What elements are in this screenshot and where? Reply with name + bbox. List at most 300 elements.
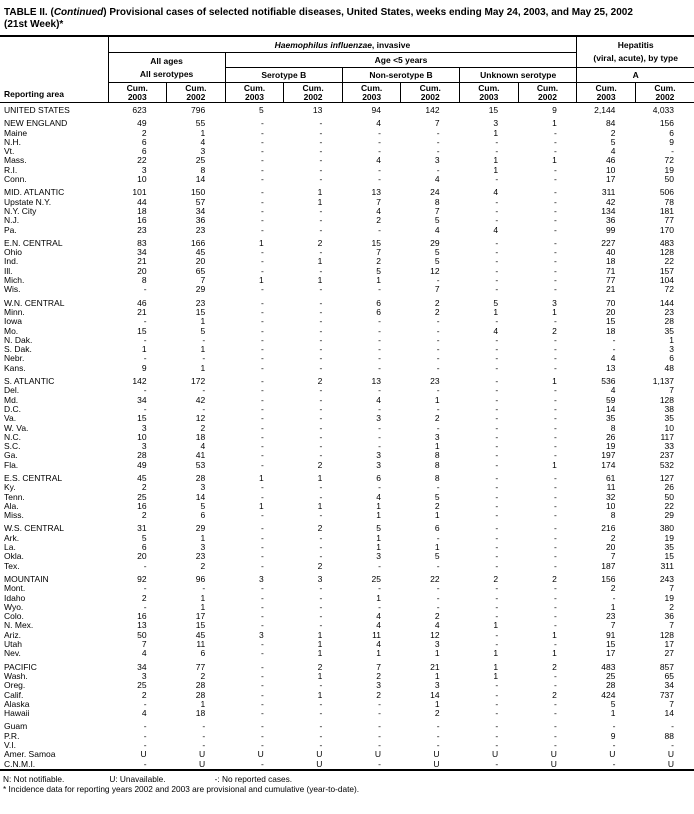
value-cell: 1 — [317, 275, 323, 286]
reporting-area-cell: Wyo. — [4, 601, 24, 612]
value-cell: 197 — [601, 450, 616, 461]
value-cell: - — [436, 353, 440, 364]
value-cell: - — [378, 316, 381, 327]
value-cell: - — [260, 224, 264, 235]
value-cell: - — [260, 205, 264, 216]
value-cell: - — [553, 450, 557, 461]
reporting-area-cell: W. Va. — [4, 422, 29, 433]
reporting-area-header: Reporting area — [0, 36, 108, 103]
value-cell: 40 — [605, 247, 616, 258]
table-row — [0, 631, 694, 640]
value-cell: 8 — [610, 510, 616, 521]
table-row — [0, 345, 694, 354]
value-cell: U — [667, 758, 675, 769]
value-cell: - — [495, 730, 499, 741]
value-cell: - — [378, 344, 381, 355]
value-cell: - — [612, 592, 616, 603]
value-cell: - — [495, 247, 499, 258]
value-cell: 3 — [376, 680, 381, 691]
value-cell: - — [495, 450, 499, 461]
value-cell: - — [553, 592, 557, 603]
value-cell: 3 — [200, 542, 206, 553]
value-cell: 22 — [664, 500, 675, 511]
value-cell: 1 — [376, 592, 381, 603]
value-cell: 84 — [605, 118, 616, 129]
value-cell: 1 — [493, 670, 499, 681]
value-cell: - — [378, 127, 381, 138]
value-cell: - — [553, 353, 557, 364]
table-row — [0, 198, 694, 207]
value-cell: - — [319, 601, 323, 612]
table-row — [0, 760, 694, 770]
value-cell: - — [319, 431, 323, 442]
reporting-area-cell: Md. — [4, 394, 19, 405]
reporting-area-cell: Fla. — [4, 459, 19, 470]
value-cell: - — [319, 583, 323, 594]
value-cell: - — [495, 237, 499, 248]
value-cell: - — [436, 127, 440, 138]
value-cell: 28 — [664, 316, 675, 327]
value-cell: - — [553, 551, 557, 562]
value-cell: - — [319, 551, 323, 562]
reporting-area-cell: Kans. — [4, 362, 26, 373]
value-cell: - — [436, 482, 440, 493]
value-cell: - — [612, 740, 616, 750]
value-cell: 2 — [552, 573, 557, 584]
reporting-area-cell: Wis. — [4, 284, 21, 295]
value-cell: - — [495, 472, 499, 483]
value-cell: - — [553, 708, 557, 719]
value-cell: - — [378, 224, 381, 235]
table-row — [0, 414, 694, 423]
value-cell: 1 — [376, 510, 381, 521]
non-serotype-b-header: Non-serotype B — [342, 68, 459, 83]
value-cell: 128 — [659, 629, 675, 640]
value-cell: 5 — [434, 247, 440, 258]
value-cell: 13 — [605, 362, 616, 373]
cum-2002-header: Cum. 2002 — [284, 83, 343, 103]
value-cell: 424 — [601, 689, 616, 700]
value-cell: - — [319, 532, 323, 543]
value-cell: 128 — [659, 394, 675, 405]
value-cell: 1 — [376, 275, 381, 286]
value-cell: 1 — [259, 275, 264, 286]
value-cell: 23 — [195, 297, 206, 308]
value-cell: 237 — [659, 450, 675, 461]
value-cell: 3 — [552, 297, 557, 308]
value-cell: 483 — [601, 661, 616, 672]
value-cell: 20 — [605, 306, 616, 317]
hepatitis-label: Hepatitis — [617, 40, 654, 50]
value-cell: - — [553, 256, 557, 267]
value-cell: - — [436, 721, 440, 732]
reporting-area-cell: Vt. — [4, 146, 15, 157]
value-cell: - — [553, 385, 557, 396]
value-cell: 42 — [605, 196, 616, 207]
table-row — [0, 722, 694, 731]
table-row — [0, 166, 694, 175]
value-cell: 311 — [601, 187, 616, 198]
value-cell: 1 — [317, 256, 323, 267]
value-cell: 50 — [664, 174, 675, 185]
value-cell: 6 — [141, 136, 147, 147]
value-cell: 17 — [605, 174, 616, 185]
value-cell: - — [436, 532, 440, 543]
value-cell: 3 — [259, 629, 264, 640]
value-cell: 10 — [605, 164, 616, 175]
reporting-area-cell: W.N. CENTRAL — [4, 297, 65, 308]
value-cell: - — [378, 422, 381, 433]
value-cell: 483 — [659, 237, 675, 248]
table-row — [0, 612, 694, 621]
value-cell: - — [495, 560, 499, 571]
value-cell: 50 — [137, 629, 147, 640]
value-cell: 8 — [434, 450, 440, 461]
value-cell: 1 — [317, 500, 323, 511]
table-row — [0, 433, 694, 442]
value-cell: 127 — [659, 472, 675, 483]
value-cell: - — [553, 620, 557, 631]
value-cell: - — [319, 334, 323, 345]
value-cell: 1 — [376, 500, 381, 511]
haemophilus-group-header — [108, 36, 577, 53]
value-cell: - — [319, 353, 323, 364]
reporting-area-cell: Tenn. — [4, 491, 25, 502]
value-cell: 49 — [137, 459, 147, 470]
value-cell: 3 — [434, 639, 440, 650]
table-row — [0, 524, 694, 533]
table-row — [0, 732, 694, 741]
value-cell: 1 — [493, 661, 499, 672]
value-cell: - — [202, 721, 206, 732]
value-cell: - — [495, 629, 499, 640]
haemophilus-invasive-label: , invasive — [371, 39, 411, 50]
value-cell: 19 — [605, 441, 616, 452]
reporting-area-cell: C.N.M.I. — [4, 758, 36, 769]
table-row — [0, 649, 694, 658]
reporting-area-cell: S.C. — [4, 441, 21, 452]
value-cell: - — [202, 583, 206, 594]
value-cell: 16 — [137, 215, 147, 226]
reporting-area-cell: E.S. CENTRAL — [4, 472, 63, 483]
value-cell: - — [319, 542, 323, 553]
table-row — [0, 424, 694, 433]
value-cell: - — [495, 385, 499, 396]
value-cell: - — [553, 127, 557, 138]
reporting-area-cell: Ind. — [4, 256, 19, 267]
value-cell: - — [495, 376, 499, 387]
value-cell: - — [260, 118, 264, 129]
value-cell: 34 — [137, 661, 147, 672]
value-cell: - — [495, 601, 499, 612]
value-cell: - — [260, 385, 264, 396]
value-cell: 4 — [141, 648, 147, 659]
table-row — [0, 461, 694, 470]
reporting-area-cell: UNITED STATES — [4, 105, 70, 115]
value-cell: 45 — [137, 472, 147, 483]
value-cell: 536 — [601, 376, 616, 387]
reporting-area-cell: Colo. — [4, 611, 24, 622]
table-row — [0, 239, 694, 248]
value-cell: 6 — [376, 297, 381, 308]
value-cell: 2 — [552, 661, 557, 672]
value-cell: 1 — [200, 601, 206, 612]
notifiable-diseases-table — [0, 35, 694, 771]
value-cell: 1 — [317, 472, 323, 483]
value-cell: - — [495, 174, 499, 185]
value-cell: - — [260, 601, 264, 612]
value-cell: 1 — [200, 316, 206, 327]
table-row — [0, 175, 694, 184]
value-cell: 4 — [141, 708, 147, 719]
value-cell: - — [378, 385, 381, 396]
value-cell: - — [495, 708, 499, 719]
value-cell: 14 — [195, 174, 206, 185]
value-cell: - — [143, 698, 147, 709]
value-cell: 1 — [200, 362, 206, 373]
value-cell: 71 — [605, 265, 616, 276]
value-cell: 1 — [493, 155, 499, 166]
reporting-area-cell: Nev. — [4, 648, 21, 659]
value-cell: - — [260, 215, 264, 226]
value-cell: U — [316, 749, 323, 760]
value-cell: U — [609, 749, 616, 760]
value-cell: 5 — [434, 491, 440, 502]
value-cell: 7 — [141, 639, 147, 650]
value-cell: - — [378, 174, 381, 185]
value-cell: 1 — [493, 127, 499, 138]
value-cell: 737 — [659, 689, 675, 700]
value-cell: - — [553, 431, 557, 442]
value-cell: - — [495, 758, 499, 769]
value-cell: 28 — [195, 689, 206, 700]
value-cell: - — [553, 174, 557, 185]
value-cell: - — [436, 146, 440, 157]
value-cell: 96 — [195, 573, 206, 584]
value-cell: 5 — [610, 136, 616, 147]
footnote-incidence-note: * Incidence data for reporting years 2002 and 2003 are provisional and cumulative (year-to-date). — [3, 783, 360, 794]
value-cell: - — [260, 730, 264, 741]
value-cell: - — [143, 740, 147, 750]
value-cell: 4 — [493, 224, 499, 235]
value-cell: 23 — [664, 306, 675, 317]
value-cell: - — [260, 648, 264, 659]
value-cell: 12 — [430, 265, 440, 276]
value-cell: 31 — [137, 523, 147, 534]
value-cell: - — [260, 450, 264, 461]
value-cell: - — [202, 403, 206, 414]
value-cell: 32 — [605, 491, 616, 502]
reporting-area-cell: Guam — [4, 721, 28, 732]
value-cell: - — [495, 583, 499, 594]
value-cell: 16 — [137, 611, 147, 622]
value-cell: - — [143, 316, 147, 327]
value-cell: - — [436, 334, 440, 345]
value-cell: 13 — [371, 187, 381, 198]
value-cell: - — [260, 639, 264, 650]
value-cell: - — [553, 237, 557, 248]
value-cell: - — [671, 740, 675, 750]
value-cell: 45 — [195, 247, 206, 258]
cum-2003-header: Cum. 2003 — [225, 83, 284, 103]
value-cell: 78 — [664, 196, 675, 207]
value-cell: - — [260, 523, 264, 534]
legend-not-notifiable: N: Not notifiable. — [3, 773, 65, 784]
value-cell: - — [495, 491, 499, 502]
serotype-b-header: Serotype B — [225, 68, 342, 83]
value-cell: 19 — [664, 532, 675, 543]
value-cell: 28 — [137, 450, 147, 461]
value-cell: - — [436, 422, 440, 433]
value-cell: 1 — [317, 648, 323, 659]
value-cell: 7 — [376, 196, 381, 207]
value-cell: 11 — [372, 629, 381, 640]
table-row — [0, 562, 694, 571]
value-cell: 4 — [376, 394, 381, 405]
value-cell: U — [433, 758, 440, 769]
value-cell: - — [202, 740, 206, 750]
value-cell: 1 — [376, 542, 381, 553]
table-row — [0, 405, 694, 414]
value-cell: 5 — [200, 325, 206, 336]
value-cell: - — [495, 611, 499, 622]
value-cell: 88 — [664, 730, 675, 741]
table-row — [0, 276, 694, 285]
table-row — [0, 663, 694, 672]
value-cell: 134 — [601, 205, 616, 216]
value-cell: 13 — [371, 376, 381, 387]
value-cell: - — [319, 510, 323, 521]
value-cell: 36 — [195, 215, 206, 226]
value-cell: U — [492, 749, 499, 760]
value-cell: - — [495, 316, 499, 327]
value-cell: - — [319, 721, 323, 732]
value-cell: 15 — [488, 105, 499, 115]
value-cell: 55 — [195, 118, 206, 129]
value-cell: - — [553, 670, 557, 681]
value-cell: - — [378, 583, 381, 594]
value-cell: 17 — [605, 648, 616, 659]
value-cell: - — [260, 127, 264, 138]
value-cell: - — [319, 247, 323, 258]
value-cell: 166 — [191, 237, 206, 248]
value-cell: 26 — [605, 431, 616, 442]
value-cell: - — [553, 740, 557, 750]
table-row — [0, 377, 694, 386]
value-cell: 2 — [317, 523, 323, 534]
value-cell: - — [319, 146, 323, 157]
reporting-area-cell: Mich. — [4, 275, 25, 286]
value-cell: 1 — [552, 118, 557, 129]
value-cell: - — [319, 325, 323, 336]
value-cell: - — [260, 560, 264, 571]
value-cell: 4 — [376, 155, 381, 166]
value-cell: 21 — [430, 661, 440, 672]
value-cell: - — [553, 560, 557, 571]
value-cell: - — [319, 403, 323, 414]
reporting-area-cell: La. — [4, 542, 16, 553]
value-cell: - — [495, 441, 499, 452]
value-cell: 22 — [137, 155, 147, 166]
value-cell: 4 — [376, 491, 381, 502]
value-cell: 2 — [200, 670, 206, 681]
value-cell: - — [319, 611, 323, 622]
value-cell: 15 — [371, 237, 381, 248]
value-cell: - — [553, 224, 557, 235]
value-cell: - — [553, 136, 557, 147]
value-cell: - — [378, 284, 381, 295]
value-cell: - — [553, 146, 557, 157]
reporting-area-cell: Wash. — [4, 670, 28, 681]
reporting-area-cell: Alaska — [4, 698, 30, 709]
table-row — [0, 257, 694, 266]
reporting-area-cell: N.Y. City — [4, 205, 37, 216]
value-cell: 227 — [601, 237, 616, 248]
value-cell: 91 — [605, 629, 616, 640]
value-cell: - — [495, 500, 499, 511]
value-cell: 94 — [371, 105, 381, 115]
value-cell: 7 — [669, 620, 675, 631]
value-cell: 33 — [664, 441, 675, 452]
value-cell: 128 — [659, 247, 675, 258]
table-row — [0, 709, 694, 718]
value-cell: U — [257, 749, 264, 760]
value-cell: 3 — [669, 344, 675, 355]
value-cell: 1 — [317, 689, 323, 700]
reporting-area-cell: D.C. — [4, 403, 21, 414]
reporting-area-cell: PACIFIC — [4, 661, 37, 672]
value-cell: - — [436, 136, 440, 147]
value-cell: - — [553, 247, 557, 258]
value-cell: 77 — [605, 275, 616, 286]
value-cell: - — [143, 601, 147, 612]
value-cell: - — [202, 730, 206, 741]
value-cell: 2 — [434, 413, 440, 424]
value-cell: 216 — [601, 523, 616, 534]
value-cell: - — [553, 344, 557, 355]
value-cell: 4 — [376, 118, 381, 129]
value-cell: - — [553, 413, 557, 424]
value-cell: - — [553, 275, 557, 286]
value-cell: - — [260, 306, 264, 317]
value-cell: 41 — [195, 450, 206, 461]
table-row — [0, 226, 694, 235]
value-cell: - — [260, 482, 264, 493]
value-cell: 17 — [195, 611, 206, 622]
value-cell: - — [260, 334, 264, 345]
value-cell: 1 — [493, 306, 499, 317]
value-cell: - — [143, 758, 147, 769]
reporting-area-cell: P.R. — [4, 730, 20, 741]
value-cell: - — [495, 265, 499, 276]
value-cell: 2 — [376, 670, 381, 681]
value-cell: 22 — [430, 573, 440, 584]
value-cell: - — [436, 592, 440, 603]
value-cell: 1 — [259, 500, 264, 511]
value-cell: 7 — [434, 118, 440, 129]
value-cell: 623 — [132, 105, 147, 115]
value-cell: - — [553, 510, 557, 521]
value-cell: - — [260, 698, 264, 709]
value-cell: 1 — [434, 441, 440, 452]
value-cell: - — [553, 611, 557, 622]
table-row — [0, 681, 694, 690]
table-row — [0, 354, 694, 363]
table-title-line1: TABLE II. (Continued) Provisional cases of selected notifiable diseases, United States, weeks ending May 24, 2003, and May 25, 2002 — [4, 7, 633, 18]
value-cell: 7 — [434, 205, 440, 216]
value-cell: - — [319, 118, 323, 129]
value-cell: - — [436, 362, 440, 373]
